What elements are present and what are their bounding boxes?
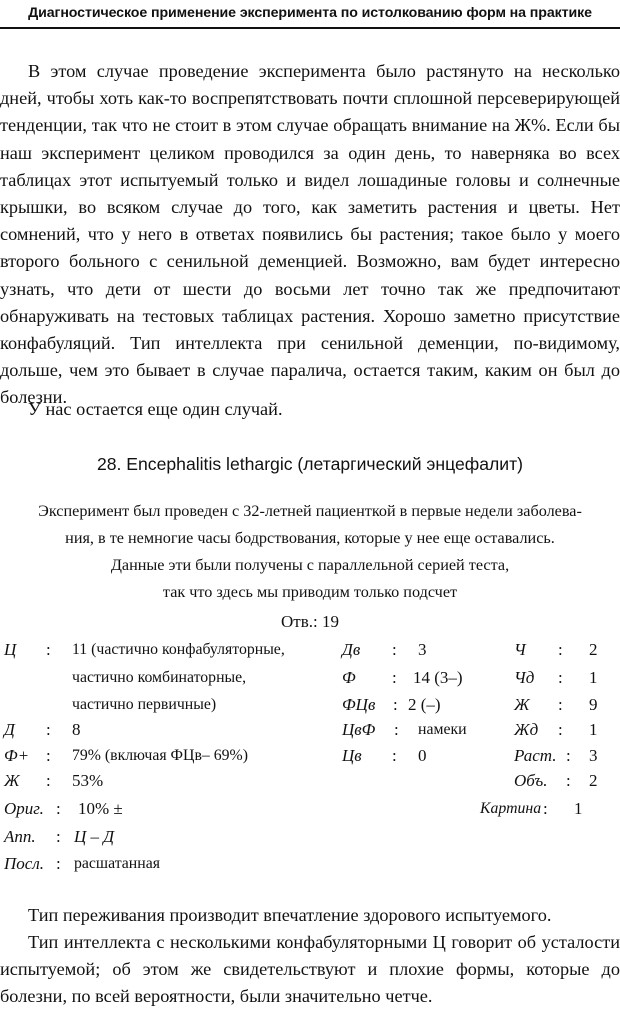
score-symbol: Ч [514,640,526,659]
score-symbol: Ф+ [4,746,30,765]
paragraph-1: В этом случае проведение эксперимента было растянуто на несколько дней, чтобы хоть как-то воспрепятствовать почти сплошной персеверирующей тенденции, так что не стоит в этом случае обращать внимание на Ж%. Если бы наш эксперимент целиком проводился за один день, то наверняка во всех таблицах этот испытуемый только и видел лошадиные головы и солнечные крышки, во всяком случае до того, как заметить растения и цветы. Нет сомнений, что у него в ответах появились бы растения; такое было у моего второго больного с сенильной деменцией. Возможно, вам будет интересно узнать, что дети от шести до восьми лет точно так же предпочитают обнаруживать на тестовых таблицах растения. Хорошо заметно присутствие конфабуляций. Тип интеллекта при сенильной деменции, по-видимому, дольше, чем это бывает в случае паралича, остается таким, каким он был до болезни. [0,61,620,408]
score-value: частично комбинаторные, [72,669,247,686]
score-sep: : [46,746,51,765]
score-symbol: Раст. [514,746,557,765]
score-symbol: Д [4,720,15,739]
score-value: 79% (включая ФЦв– 69%) [72,747,248,764]
score-value: 2 [589,771,598,790]
score-symbol: Картина [480,800,542,817]
score-value: 3 [589,746,598,765]
score-value: Ц – Д [74,827,115,846]
score-symbol: Дв [342,640,361,659]
score-value: 1 [589,720,598,739]
score-sep: : [46,771,51,790]
note-line: Данные эти были получены с параллельной серией теста, [110,556,510,574]
score-sep: : [46,640,51,659]
score-sep: : [46,720,51,739]
score-symbol: ФЦв [342,695,376,714]
score-sep: : [392,668,397,687]
score-symbol: Чд [514,668,535,687]
score-sep: : [56,827,61,846]
score-sep: : [394,720,399,739]
score-symbol: Апп. [4,827,36,846]
note-line: ния, в те немногие часы бодрствования, которые у нее еще оставались. [65,529,555,547]
conclusion-2: Тип интеллекта с несколькими конфабуляторными Ц говорит об усталости испытуемой; об этом же свидетельствуют и плохие формы, которые до болезни, по всей вероятности, были значительно четче. [0,932,620,1007]
score-value: 8 [72,720,81,739]
score-value: 1 [574,799,583,818]
score-value: 14 (3–) [413,668,463,687]
score-sep: : [56,854,61,873]
paragraph-2: У нас остается еще один случай. [28,399,283,419]
score-sep: : [558,668,563,687]
score-symbol: ЦвФ [342,720,376,739]
conclusion-1: Тип переживания производит впечатление здорового испытуемого. [28,905,552,925]
score-sep: : [392,746,397,765]
note-line: Эксперимент был проведен с 32-летней пациенткой в первые недели заболева- [38,502,582,520]
score-sep: : [393,695,398,714]
score-sep: : [56,799,61,818]
score-value: 0 [418,746,427,765]
score-sep: : [392,640,397,659]
score-value: 9 [589,695,598,714]
score-symbol: Цв [342,746,362,765]
case-note [0,498,620,606]
score-value: намеки [418,721,467,738]
score-sep: : [558,720,563,739]
score-symbol: Жд [514,720,539,739]
score-symbol: Ориг. [4,799,44,818]
score-value: частично первичные) [72,696,217,713]
score-value: 10% ± [78,799,123,818]
section-title: 28. Encephalitis lethargic (летаргический энцефалит) [96,454,524,474]
score-sep: : [566,746,571,765]
score-symbol: Объ. [514,771,548,790]
answers-count: Отв.: 19 [281,612,339,631]
note-line: так что здесь мы приводим только подсчет [162,583,458,601]
score-sep: : [543,799,548,818]
score-symbol: Ф [342,668,356,687]
score-symbol: Ж [4,771,20,790]
score-symbol: Посл. [4,854,44,873]
score-value: расшатанная [74,855,160,872]
score-value: 2 [589,640,598,659]
score-value: 53% [72,771,104,790]
score-sep: : [558,695,563,714]
running-header: Диагностическое применение эксперимента по истолкованию форм на практике [28,5,592,21]
score-value: 11 (частично конфабуляторные, [72,641,285,658]
score-sep: : [566,771,571,790]
score-value: 3 [418,640,427,659]
score-symbol: Ж [514,695,530,714]
score-value: 2 (–) [408,695,441,714]
header-rule [0,27,620,29]
score-symbol: Ц [4,640,17,659]
score-sep: : [558,640,563,659]
score-value: 1 [589,668,598,687]
